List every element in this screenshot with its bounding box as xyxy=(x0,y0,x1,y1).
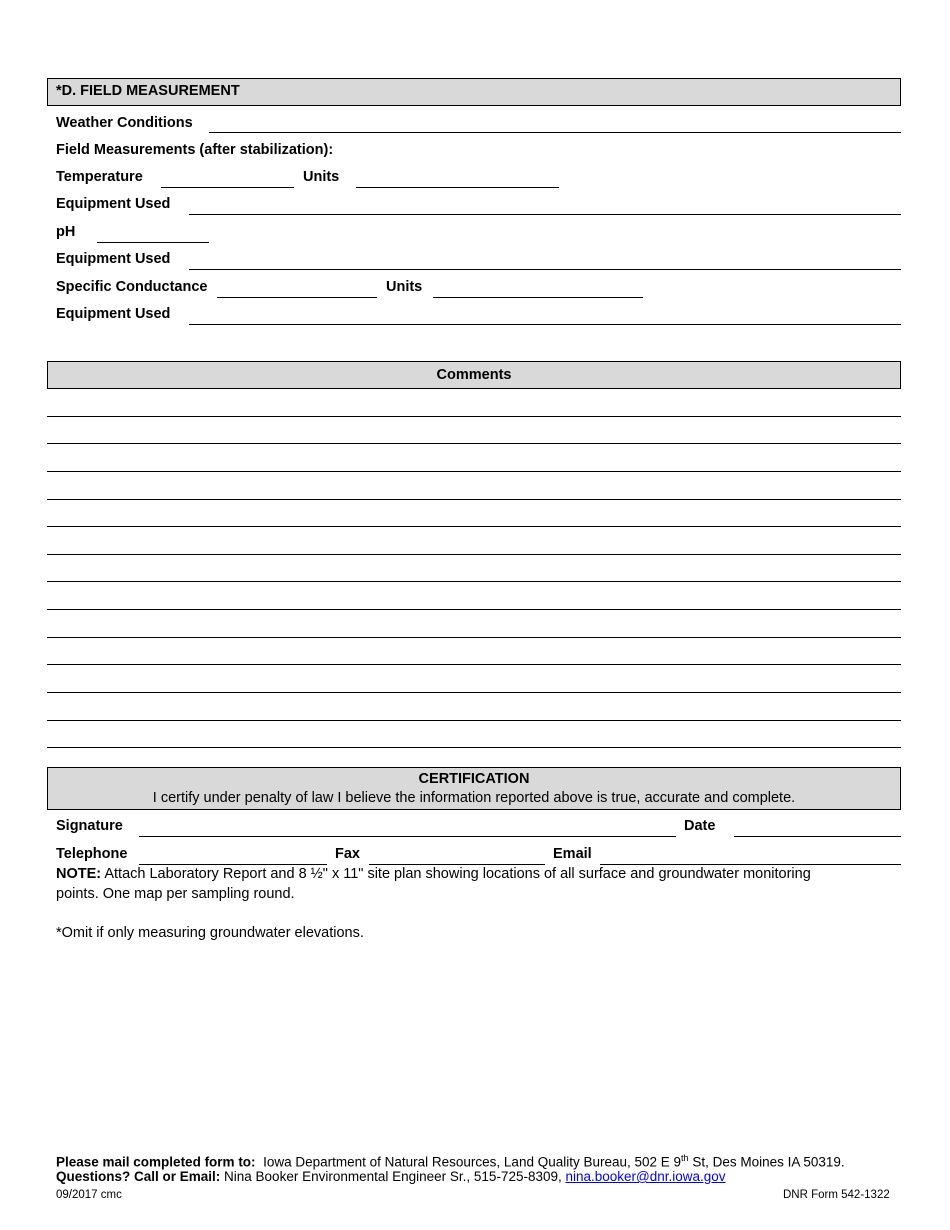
comment-line[interactable] xyxy=(47,443,901,444)
comment-line[interactable] xyxy=(47,499,901,500)
temperature-equipment-field[interactable] xyxy=(189,214,901,215)
footer-questions-line xyxy=(56,1168,726,1186)
comments-header xyxy=(47,361,901,389)
omit-note: *Omit if only measuring groundwater elevations. xyxy=(56,925,364,941)
note-prefix: NOTE: xyxy=(56,866,102,882)
section-d-header xyxy=(47,78,901,106)
specific-conductance-field[interactable] xyxy=(217,297,377,298)
conductance-units-field[interactable] xyxy=(433,297,643,298)
conductance-equipment-field[interactable] xyxy=(189,324,901,325)
certification-header xyxy=(47,767,901,810)
ph-equipment-label: Equipment Used xyxy=(56,251,171,267)
temperature-equipment-label: Equipment Used xyxy=(56,196,171,212)
comment-line[interactable] xyxy=(47,581,901,582)
field-measurements-label: Field Measurements (after stabilization): xyxy=(56,142,334,158)
temperature-field[interactable] xyxy=(161,187,294,188)
comments-title: Comments xyxy=(436,367,512,383)
mail-address-b: St, Des Moines IA 50319. xyxy=(688,1154,845,1170)
ph-label: pH xyxy=(56,224,76,240)
email-label: Email xyxy=(553,846,592,862)
mail-address-a: Iowa Department of Natural Resources, Land Quality Bureau, 502 E 9 xyxy=(255,1154,682,1170)
comment-line[interactable] xyxy=(47,637,901,638)
date-label: Date xyxy=(684,818,716,834)
note-line-1 xyxy=(56,865,811,883)
date-field[interactable] xyxy=(734,836,901,837)
signature-label: Signature xyxy=(56,818,123,834)
comment-line[interactable] xyxy=(47,416,901,417)
contact-email-link[interactable]: nina.booker@dnr.iowa.gov xyxy=(565,1169,726,1184)
questions-text: Nina Booker Environmental Engineer Sr., 515-725-8309, xyxy=(220,1169,566,1184)
comment-line[interactable] xyxy=(47,554,901,555)
comment-line[interactable] xyxy=(47,609,901,610)
comment-line[interactable] xyxy=(47,720,901,721)
weather-conditions-field[interactable] xyxy=(209,132,901,133)
comment-line[interactable] xyxy=(47,692,901,693)
ph-field[interactable] xyxy=(97,242,209,243)
specific-conductance-label: Specific Conductance xyxy=(56,279,208,295)
comment-line[interactable] xyxy=(47,471,901,472)
comment-line[interactable] xyxy=(47,747,901,748)
fax-label: Fax xyxy=(335,846,360,862)
certification-title: CERTIFICATION xyxy=(418,771,530,787)
temperature-units-label: Units xyxy=(303,169,340,185)
weather-conditions-label: Weather Conditions xyxy=(56,115,193,131)
comment-line[interactable] xyxy=(47,664,901,665)
temperature-label: Temperature xyxy=(56,169,143,185)
mail-address-sup: th xyxy=(681,1153,689,1163)
conductance-equipment-label: Equipment Used xyxy=(56,306,171,322)
revision-date: 09/2017 cmc xyxy=(56,1189,122,1201)
temperature-units-field[interactable] xyxy=(356,187,559,188)
mail-label: Please mail completed form to: xyxy=(56,1154,256,1170)
comment-line[interactable] xyxy=(47,526,901,527)
note-text-1: Attach Laboratory Report and 8 ½" x 11" site plan showing locations of all surface and groundwater monitoring xyxy=(101,866,811,882)
form-number: DNR Form 542-1322 xyxy=(783,1189,890,1201)
certification-statement: I certify under penalty of law I believe the information reported above is true, accurate and complete. xyxy=(152,790,796,806)
questions-label: Questions? Call or Email: xyxy=(56,1169,221,1184)
signature-field[interactable] xyxy=(139,836,676,837)
note-line-2: points. One map per sampling round. xyxy=(56,886,295,902)
ph-equipment-field[interactable] xyxy=(189,269,901,270)
conductance-units-label: Units xyxy=(386,279,423,295)
telephone-label: Telephone xyxy=(56,846,128,862)
section-d-title: *D. FIELD MEASUREMENT xyxy=(56,83,240,99)
